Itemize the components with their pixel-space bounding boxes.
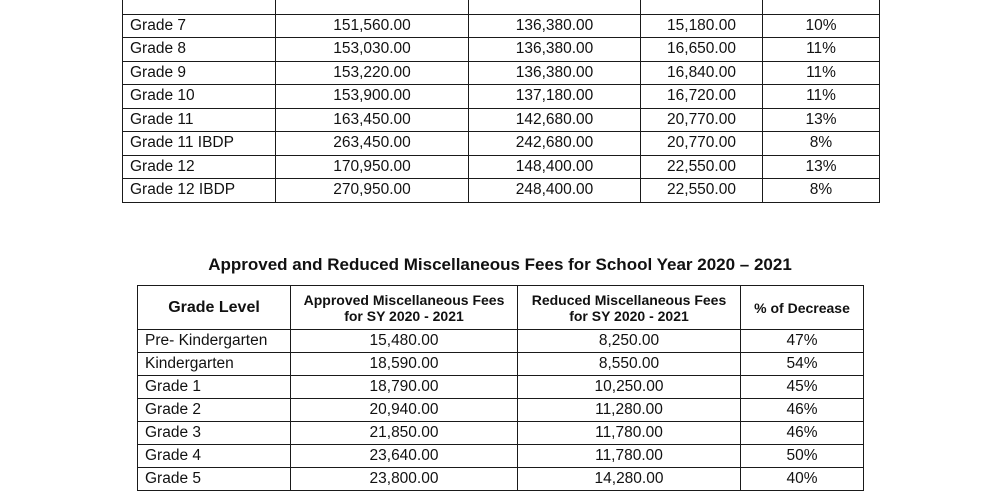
percent-cell: 47% [741,330,864,353]
approved-cell: 163,450.00 [276,108,469,132]
percent-cell [763,0,880,14]
decrease-amount-cell: 22,550.00 [641,179,763,203]
table-row [138,353,864,376]
approved-cell: 153,030.00 [276,38,469,62]
header-row [138,286,864,330]
tuition-fees-table [122,0,880,203]
header-approved [291,286,518,330]
percent-cell: 13% [763,155,880,179]
table-row [123,14,880,38]
approved-cell: 170,950.00 [276,155,469,179]
percent-cell: 8% [763,179,880,203]
header-percent: % of Decrease [741,286,864,330]
table-row [138,422,864,445]
misc-table-body [138,330,864,491]
table-row [123,38,880,62]
table-row [123,179,880,203]
percent-cell: 54% [741,353,864,376]
reduced-cell: 136,380.00 [469,14,641,38]
header-approved-line2: for SY 2020 - 2021 [344,307,464,324]
percent-cell: 11% [763,38,880,62]
approved-cell [276,0,469,14]
grade-cell: Grade 11 IBDP [123,132,276,156]
approved-cell: 23,640.00 [291,445,518,468]
grade-cell: Grade 5 [138,468,291,491]
decrease-amount-cell [641,0,763,14]
table-row [123,108,880,132]
table-row [138,445,864,468]
grade-cell: Grade 3 [138,422,291,445]
decrease-amount-cell: 20,770.00 [641,132,763,156]
decrease-amount-cell: 20,770.00 [641,108,763,132]
decrease-amount-cell: 22,550.00 [641,155,763,179]
percent-cell: 11% [763,61,880,85]
table-row [123,132,880,156]
reduced-cell: 11,780.00 [518,422,741,445]
grade-cell: Grade 12 [123,155,276,179]
approved-cell: 153,220.00 [276,61,469,85]
grade-cell: Grade 4 [138,445,291,468]
percent-cell: 46% [741,399,864,422]
grade-cell: Grade 10 [123,85,276,109]
header-reduced-line2: for SY 2020 - 2021 [569,307,689,324]
grade-cell: Grade 2 [138,399,291,422]
header-grade-level: Grade Level [138,286,291,330]
approved-cell: 15,480.00 [291,330,518,353]
decrease-amount-cell: 16,840.00 [641,61,763,85]
table-row [123,61,880,85]
table-row [138,468,864,491]
reduced-cell: 10,250.00 [518,376,741,399]
reduced-cell: 142,680.00 [469,108,641,132]
decrease-amount-cell: 15,180.00 [641,14,763,38]
percent-cell: 46% [741,422,864,445]
reduced-cell: 136,380.00 [469,38,641,62]
table-row [123,155,880,179]
table-row [138,399,864,422]
percent-cell: 40% [741,468,864,491]
table-row-partial [123,0,880,14]
header-approved-line1: Approved Miscellaneous Fees [303,291,505,308]
table-row [138,376,864,399]
reduced-cell: 8,250.00 [518,330,741,353]
percent-cell: 50% [741,445,864,468]
grade-cell: Grade 12 IBDP [123,179,276,203]
reduced-cell: 148,400.00 [469,155,641,179]
approved-cell: 263,450.00 [276,132,469,156]
grade-cell: Kindergarten [138,353,291,376]
grade-cell: Grade 1 [138,376,291,399]
percent-cell: 11% [763,85,880,109]
approved-cell: 18,790.00 [291,376,518,399]
approved-cell: 23,800.00 [291,468,518,491]
decrease-amount-cell: 16,650.00 [641,38,763,62]
reduced-cell: 11,280.00 [518,399,741,422]
grade-cell: Grade 8 [123,38,276,62]
approved-cell: 18,590.00 [291,353,518,376]
table-row [123,85,880,109]
misc-fees-table [137,285,864,491]
decrease-amount-cell: 16,720.00 [641,85,763,109]
percent-cell: 8% [763,132,880,156]
reduced-cell: 8,550.00 [518,353,741,376]
reduced-cell: 14,280.00 [518,468,741,491]
grade-cell [123,0,276,14]
grade-cell: Grade 9 [123,61,276,85]
reduced-cell: 136,380.00 [469,61,641,85]
grade-cell: Pre- Kindergarten [138,330,291,353]
percent-cell: 13% [763,108,880,132]
misc-fees-title: Approved and Reduced Miscellaneous Fees for School Year 2020 – 2021 [208,255,792,274]
tuition-table-body [123,0,880,202]
approved-cell: 270,950.00 [276,179,469,203]
header-reduced-line1: Reduced Miscellaneous Fees [531,291,727,308]
approved-cell: 20,940.00 [291,399,518,422]
reduced-cell [469,0,641,14]
percent-cell: 10% [763,14,880,38]
approved-cell: 151,560.00 [276,14,469,38]
approved-cell: 153,900.00 [276,85,469,109]
grade-cell: Grade 11 [123,108,276,132]
header-reduced [518,286,741,330]
reduced-cell: 248,400.00 [469,179,641,203]
reduced-cell: 11,780.00 [518,445,741,468]
reduced-cell: 137,180.00 [469,85,641,109]
grade-cell: Grade 7 [123,14,276,38]
table-row [138,330,864,353]
reduced-cell: 242,680.00 [469,132,641,156]
approved-cell: 21,850.00 [291,422,518,445]
percent-cell: 45% [741,376,864,399]
